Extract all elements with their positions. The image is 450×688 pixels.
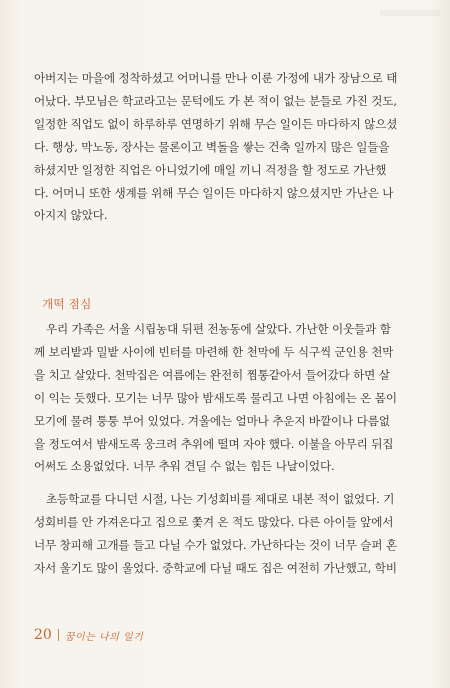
text-line: 일정한 직업도 없이 하루하루 연명하기 위해 무슨 일이든 마다하지 않으셨 <box>34 116 398 131</box>
text-line: 모기에 물려 퉁퉁 부어 있었다. 겨울에는 얼마나 추운지 바깥이나 다름없 <box>34 413 390 428</box>
text-line: 다. 행상, 막노동, 장사는 물론이고 벽돌을 쌓는 건축 일까지 많은 일들을 <box>34 139 390 154</box>
footer-divider <box>58 629 59 641</box>
text-line: 아버지는 마을에 정착하셨고 어머니를 만나 이룬 가정에 내가 장남으로 태 <box>34 71 398 85</box>
text-line: 하셨지만 일정한 직업은 아니었기에 매일 끼니 걱정을 할 정도로 가난했 <box>34 162 387 177</box>
paragraph-2 <box>34 318 418 478</box>
text-line: 을 치고 살았다. 천막집은 여름에는 완전히 찜통같아서 들어갔다 하면 살 <box>34 367 390 382</box>
running-title: 꿈이는 나의 일기 <box>64 631 144 643</box>
section-heading: 개떡 점심 <box>42 297 92 311</box>
paragraph-1 <box>34 67 418 227</box>
bleed-through-mark <box>380 10 440 16</box>
paragraph-3 <box>34 488 418 580</box>
text-line: 초등학교를 다니던 시절, 나는 기성회비를 제대로 내본 적이 없었다. 기 <box>46 492 395 506</box>
page-number: 20 <box>34 627 52 643</box>
text-line: 아지지 않았다. <box>34 208 108 223</box>
text-line: 을 정도여서 밤새도록 웅크려 추위에 떨며 자야 했다. 이불을 아무리 뒤집 <box>34 436 394 451</box>
text-line: 어써도 소용없었다. 너무 추워 견딜 수 없는 힘든 나날이었다. <box>34 459 335 474</box>
text-line: 우리 가족은 서울 시립농대 뒤편 전농동에 살았다. 가난한 이웃들과 함 <box>46 322 391 336</box>
text-line: 이 익는 듯했다. 모기는 너무 많아 밤새도록 물리고 나면 아침에는 온 몸이 <box>34 390 397 405</box>
text-line: 자서 울기도 많이 울었다. 중학교에 다닐 때도 집은 여전히 가난했고, 학비 <box>34 560 397 575</box>
text-line: 다. 어머니 또한 생계를 위해 무슨 일이든 마다하지 않으셨지만 가난은 나 <box>34 185 394 200</box>
text-line: 께 보리밭과 밀밭 사이에 빈터를 마련해 한 천막에 두 식구씩 군인용 천막 <box>34 344 394 359</box>
page-footer <box>34 627 143 643</box>
text-line: 성회비를 안 가져온다고 집으로 쫓겨 온 적도 많았다. 다른 아이들 앞에서 <box>34 514 394 529</box>
text-line: 너무 창피해 고개를 들고 다닐 수가 없었다. 가난하다는 것이 너무 슬퍼 혼 <box>34 537 397 552</box>
text-line: 어났다. 부모님은 학교라고는 문턱에도 가 본 적이 없는 분들로 가진 것도, <box>34 93 397 108</box>
